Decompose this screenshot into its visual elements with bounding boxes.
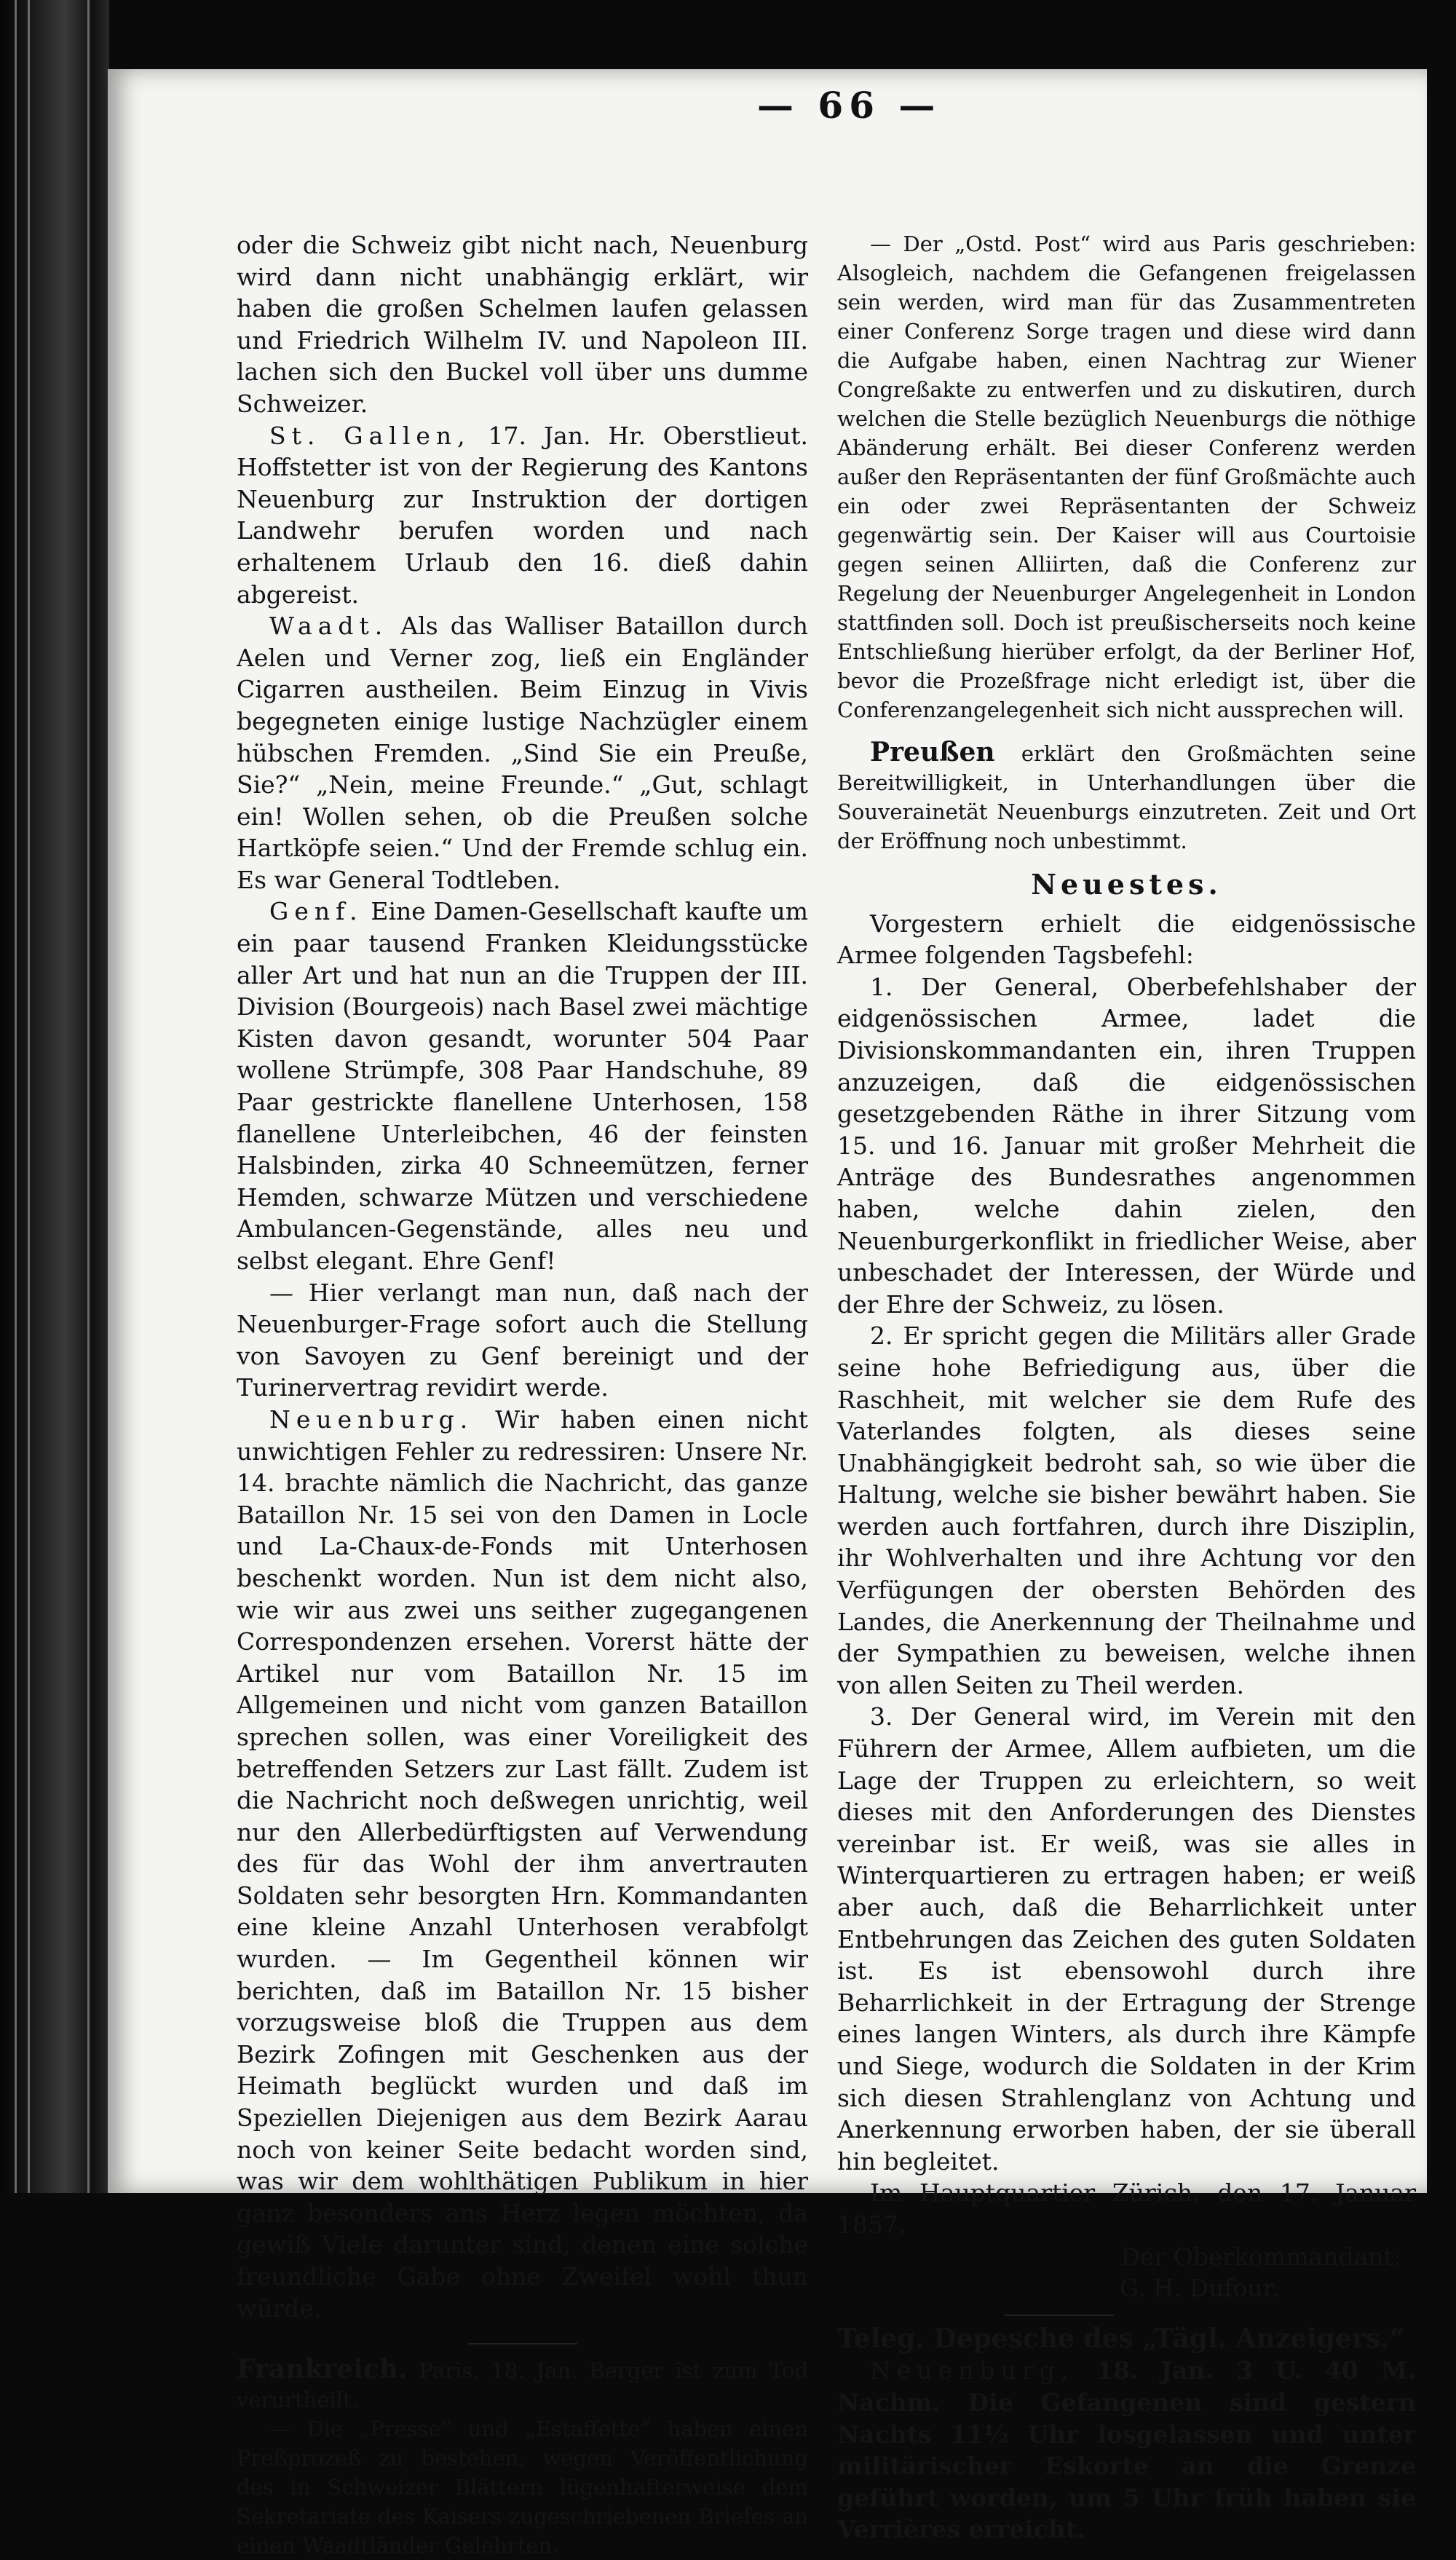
neuestes-intro: Vorgestern erhielt die eidgenössische Armee folgenden Tagsbefehl: [837, 909, 1416, 970]
section-divider [468, 2343, 577, 2344]
article-st-gallen: St. Gallen, 17. Jan. Hr. Oberstlieut. Hoffstetter ist von der Regierung des Kantons Neuenburg zur Instruktion der dortigen Landwehr berufen worden und nach erhaltenem Urlaub den 16. dieß dahin abgereist. [237, 421, 809, 609]
section-heading: Preußen [870, 737, 995, 767]
right-column [837, 229, 1416, 2545]
article-paragraph: oder die Schweiz gibt nicht nach, Neuenburg wird dann nicht unabhängig erklärt, wir haben die großen Schelmen laufen gelassen und Friedrich Wilhelm IV. und Napoleon III. lachen sich den Buckel voll über uns dumme Schweizer. [237, 231, 808, 418]
order-item: 2. Er spricht gegen die Militärs aller Grade seine hohe Befriedigung aus, über die Raschheit, mit welcher sie dem Rufe des Vaterlandes folgten, als dieses seine Unabhängigkeit bedroht sah, so wie über die Haltung, welche sie bisher bewährt haben. Sie werden auch fortfahren, durch ihre Disziplin, ihr Wohlverhalten und ihre Achtung vor den Verfügungen der obersten Behörden des Landes, die Anerkennung der Theilnahme und der Sympathien zu beweisen, welche ihnen von allen Seiten zu Theil werden. [837, 1322, 1416, 1699]
article-paris: — Der „Ostd. Post“ wird aus Paris geschrieben: Alsogleich, nachdem die Gefangenen freigelassen sein werden, wird man für das Zusammentreten einer Conferenz Sorge tragen und diese wird dann die Aufgabe haben, einen Nachtrag zur Wiener Congreßakte zu entwerfen und zu diskutiren, durch welchen die Stelle bezüglich Neuenburgs die nöthige Abänderung erhält. Bei dieser Conferenz werden außer den Repräsentanten der fünf Großmächte auch ein oder zwei Repräsentanten der Schweiz gegenwärtig sein. Der Kaiser will aus Courtoisie gegen seinen Alliirten, daß die Conferenz zur Regelung der Neuenburger Angelegenheit in London stattfinden soll. Doch ist preußischerseits noch keine Entschließung hierüber erfolgt, da der Berliner Hof, bevor die Prozeßfrage nicht erledigt ist, über die Conferenzangelegenheit sich nicht aussprechen will. [837, 232, 1416, 722]
place-name: Neuenburg. [269, 1405, 474, 1434]
signature-title: Der Oberkommandant: [1120, 2242, 1401, 2271]
place-date: Im Hauptquartier Zürich, den 17. Januar 1857. [837, 2178, 1416, 2239]
book-spine-edge [0, 0, 109, 2193]
section-heading: Frankreich. [237, 2354, 408, 2385]
section-divider [1005, 2315, 1114, 2316]
page-number: — 66 — [757, 84, 941, 127]
article-neuenburg: Neuenburg. Wir haben einen nicht unwichtigen Fehler zu redressiren: Unsere Nr. 14. brachte nämlich die Nachricht, das ganze Bataillon Nr. 15 sei von den Damen in Locle und La-Chaux-de-Fonds mit Unterhosen beschenkt worden. Nun ist dem nicht also, wie wir aus zwei uns seither zugegangenen Correspondenzen ersehen. Vorerst hätte der Artikel nur vom Bataillon Nr. 15 im Allgemeinen und nicht vom ganzen Bataillon sprechen sollen, was einer Voreiligkeit des betreffenden Setzers zur Last fällt. Zudem ist die Nachricht noch deßwegen unrichtig, weil nur den Allerbedürftigsten auf Verwendung des für das Wohl der ihm anvertrauten Soldaten sehr besorgten Hrn. Kommandanten eine kleine Anzahl Unterhosen verabfolgt wurden. — Im Gegentheil können wir berichten, daß im Bataillon Nr. 15 bisher vorzugsweise bloß die Truppen aus dem Bezirk Zofingen mit Geschenken aus der Heimath beglückt wurden und daß im Speziellen Diejenigen aus dem Bezirk Aarau noch von keiner Seite bedacht worden sind, was wir dem wohlthätigen Publikum in hier ganz besonders ans Herz legen möchten, da gewiß Viele darunter sind, denen eine solche freundliche Gabe ohne Zweifel wohl thun würde. [237, 1405, 808, 2323]
article-genf: Genf. Eine Damen-Gesellschaft kaufte um ein paar tausend Franken Kleidungsstücke aller Art und hat nun an die Truppen der III. Division (Bourgeois) nach Basel zwei mächtige Kisten davon gesandt, worunter 504 Paar wollene Strümpfe, 308 Paar Handschuhe, 89 Paar gestrickte flanellene Unterhosen, 158 flanellene Unterleibchen, 46 der feinsten Halsbinden, zirka 40 Schneemützen, ferner Hemden, schwarze Mützen und verschiedene Ambulancen-Gegenstände, alles neu und selbst elegant. Ehre Genf! [237, 897, 808, 1275]
article-waadt: Waadt. Als das Walliser Bataillon durch Aelen und Verner zog, ließ ein Engländer Cigarren austheilen. Beim Einzug in Vivis begegneten einige lustige Nachzügler einem hübschen Fremden. „Sind Sie ein Preuße, Sie?“ „Nein, meine Freunde.“ „Gut, schlagt ein! Wollen sehen, ob die Preußen solche Hartköpfe seien.“ Und der Fremde schlug ein. Es war General Todtleben. [237, 612, 808, 894]
telegram-text: Neuenburg, 18. Jan. 3 U. 40 M. Nachm. Die Gefangenen sind gestern Nachts 11½ Uhr losgelassen und unter militärischer Eskorte an die Grenze geführt worden, um 5 Uhr früh haben sie Verrières erreicht. [837, 2356, 1416, 2544]
place-name: Waadt. [269, 612, 389, 641]
order-item: 3. Der General wird, im Verein mit den Führern der Armee, Allem aufbieten, um die Lage der Truppen zu erleichtern, so weit dieses mit den Anforderungen des Dienstes vereinbar ist. Er weiß, was sie alles in Winterquartieren zu ertragen haben; er weiß aber auch, daß die Beharrlichkeit unter Entbehrungen das Zeichen des guten Soldaten ist. Es ist ebensowohl durch ihre Beharrlichkeit in der Ertragung der Strenge eines langen Winters, als durch ihre Kämpfe und Siege, wodurch die Soldaten in der Krim sich diesen Strahlenglanz von Achtung und Anerkennung erworben haben, der sie überall hin begleitet. [837, 1702, 1416, 2176]
place-name: Genf. [269, 897, 363, 926]
neuestes-heading: Neuestes. [1031, 868, 1222, 901]
telegram-heading: Teleg. Depesche des „Tägl. Anzeigers.“ [837, 2323, 1405, 2354]
article-frankreich: Frankreich. Paris, 18. Jan. Berger ist zum Tod verurtheilt. [237, 2354, 808, 2413]
article-paragraph: — Hier verlangt man nun, daß nach der Neuenburger-Frage sofort auch die Stellung von Savoyen zu Genf bereinigt und der Turinervertrag revidirt werde. [237, 1278, 808, 1402]
order-item: 1. Der General, Oberbefehlshaber der eidgenössischen Armee, ladet die Divisionskommandanten ein, ihren Truppen anzuzeigen, daß die eidgenössischen gesetzgebenden Räthe in ihrer Sitzung vom 15. und 16. Januar mit großer Mehrheit die Anträge des Bundesrathes angenommen haben, welche dahin zielen, den Neuenburgerkonflikt in friedlicher Weise, aber unbeschadet der Interessen, der Würde und der Ehre der Schweiz, zu lösen. [837, 972, 1416, 1319]
article-paragraph: — Die „Presse“ und „Estaffette“ haben einen Preßprozeß zu bestehen, wegen Veröffentlichung des in Schweizer Blättern lügenhafterweise dem Sekretariate des Kaisers zugeschriebenen Briefes an einen Waadtländer Gelehrten. [237, 2417, 808, 2559]
place-name: Neuenburg, [870, 2356, 1075, 2385]
article-preussen: Preußen erklärt den Großmächten seine Bereitwilligkeit, in Unterhandlungen über die Souverainetät Neuenburgs einzutreten. Zeit und Ort der Eröffnung noch unbestimmt. [837, 737, 1416, 853]
signature-name: G. H. Dufour. [1119, 2274, 1280, 2303]
place-name: St. Gallen, [269, 421, 471, 450]
left-column [237, 229, 808, 2560]
